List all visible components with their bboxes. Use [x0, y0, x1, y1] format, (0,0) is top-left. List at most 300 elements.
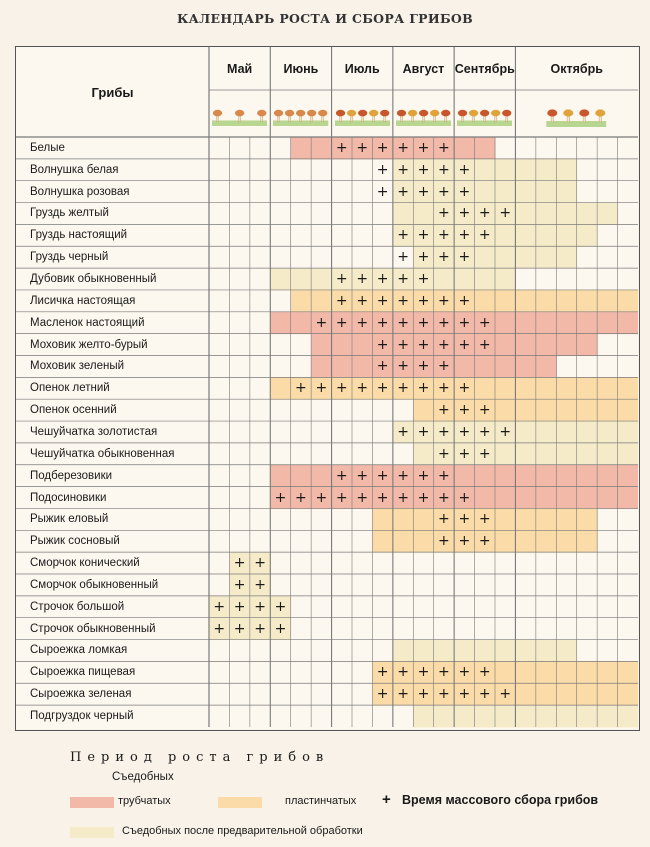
- harvest-mark: +: [376, 183, 389, 200]
- growth-cell: [270, 465, 291, 487]
- mushroom-calendar-table: [15, 46, 640, 731]
- growth-cell: [536, 530, 557, 552]
- growth-cell: [515, 356, 536, 378]
- harvest-mark: +: [397, 664, 409, 681]
- harvest-mark: +: [478, 686, 491, 703]
- growth-cell: [577, 224, 598, 246]
- harvest-mark: +: [438, 445, 450, 462]
- harvest-mark: +: [438, 402, 450, 419]
- growth-cell: [291, 465, 312, 487]
- harvest-mark: +: [397, 292, 409, 309]
- growth-cell: [393, 203, 414, 225]
- growth-cell: [495, 465, 516, 487]
- harvest-mark: +: [438, 249, 450, 266]
- growth-cell: [556, 421, 577, 443]
- mushroom-name: Груздь желтый: [30, 207, 109, 220]
- growth-cell: [618, 443, 638, 465]
- growth-cell: [556, 181, 577, 203]
- harvest-mark: +: [458, 249, 471, 266]
- header-mushrooms: Грибы: [91, 84, 134, 100]
- mushroom-name: Волнушка белая: [30, 163, 119, 176]
- harvest-mark: +: [438, 183, 450, 200]
- harvest-mark: +: [356, 271, 369, 288]
- growth-cell: [515, 530, 536, 552]
- growth-cell: [311, 356, 332, 378]
- harvest-mark: +: [438, 161, 450, 178]
- legend-title: Период роста грибов: [70, 750, 330, 765]
- growth-cell: [536, 290, 557, 312]
- harvest-mark: +: [397, 139, 409, 156]
- growth-cell: [536, 377, 557, 399]
- growth-cell: [515, 246, 536, 268]
- harvest-mark: +: [417, 314, 430, 331]
- harvest-mark: +: [458, 161, 471, 178]
- harvest-mark: +: [274, 489, 287, 506]
- harvest-mark: +: [438, 423, 450, 440]
- month-0: Май: [227, 61, 253, 76]
- harvest-mark: +: [458, 664, 471, 681]
- harvest-mark: +: [499, 205, 512, 222]
- harvest-mark: +: [458, 423, 471, 440]
- harvest-mark: +: [397, 358, 409, 375]
- harvest-mark: +: [397, 227, 409, 244]
- harvest-mark: +: [397, 314, 409, 331]
- harvest-mark: +: [335, 314, 348, 331]
- growth-cell: [536, 399, 557, 421]
- harvest-mark: +: [438, 227, 450, 244]
- growth-cell: [536, 312, 557, 334]
- growth-cell: [577, 290, 598, 312]
- growth-cell: [515, 705, 536, 727]
- legend-swatch-lamellar: [218, 797, 262, 808]
- mushroom-name: Сморчок обыкновенный: [30, 578, 159, 591]
- harvest-mark: +: [397, 423, 409, 440]
- mushroom-name: Подосиновики: [30, 491, 107, 504]
- mushroom-name: Моховик желто-бурый: [30, 338, 148, 351]
- growth-cell: [597, 443, 618, 465]
- growth-cell: [270, 377, 291, 399]
- growth-cell: [495, 399, 516, 421]
- growth-cell: [475, 705, 496, 727]
- growth-cell: [536, 159, 557, 181]
- growth-cell: [536, 661, 557, 683]
- growth-cell: [434, 640, 455, 662]
- growth-cell: [536, 356, 557, 378]
- growth-cell: [577, 661, 598, 683]
- mushroom-icon: [454, 90, 515, 137]
- growth-cell: [495, 290, 516, 312]
- harvest-mark: +: [417, 227, 430, 244]
- legend-swatch-conditional: [70, 827, 114, 838]
- growth-cell: [393, 508, 414, 530]
- growth-cell: [556, 465, 577, 487]
- growth-cell: [556, 312, 577, 334]
- harvest-mark: +: [335, 489, 348, 506]
- mushroom-name: Груздь черный: [30, 251, 109, 264]
- growth-cell: [536, 421, 557, 443]
- growth-cell: [597, 465, 618, 487]
- legend-label-harvest: Время массового сбора грибов: [402, 793, 599, 807]
- harvest-mark: +: [233, 598, 246, 615]
- mushroom-name: Дубовик обыкновенный: [30, 273, 157, 286]
- growth-cell: [536, 508, 557, 530]
- growth-cell: [495, 224, 516, 246]
- growth-cell: [495, 705, 516, 727]
- growth-cell: [597, 683, 618, 705]
- harvest-mark: +: [417, 423, 430, 440]
- growth-cell: [536, 705, 557, 727]
- growth-cell: [475, 137, 496, 159]
- growth-cell: [536, 443, 557, 465]
- growth-cell: [536, 683, 557, 705]
- harvest-mark: +: [458, 227, 471, 244]
- harvest-mark: +: [417, 249, 430, 266]
- harvest-mark: +: [458, 686, 471, 703]
- growth-cell: [413, 203, 434, 225]
- month-3: Август: [402, 61, 445, 76]
- growth-cell: [577, 508, 598, 530]
- growth-cell: [577, 683, 598, 705]
- harvest-mark: +: [417, 467, 430, 484]
- growth-cell: [597, 377, 618, 399]
- mushroom-name: Чешуйчатка золотистая: [30, 425, 158, 438]
- harvest-mark: +: [438, 358, 450, 375]
- growth-cell: [577, 465, 598, 487]
- growth-cell: [597, 399, 618, 421]
- harvest-mark: +: [417, 292, 430, 309]
- harvest-mark: +: [417, 358, 430, 375]
- harvest-mark: +: [356, 467, 369, 484]
- growth-cell: [454, 268, 475, 290]
- growth-cell: [434, 705, 455, 727]
- mushroom-name: Рыжик еловый: [30, 513, 109, 526]
- growth-cell: [475, 246, 496, 268]
- month-5: Октябрь: [550, 61, 603, 76]
- mushroom-name: Лисичка настоящая: [30, 294, 136, 307]
- growth-cell: [556, 705, 577, 727]
- growth-cell: [618, 421, 638, 443]
- growth-cell: [597, 487, 618, 509]
- harvest-mark: +: [417, 489, 430, 506]
- growth-cell: [495, 159, 516, 181]
- growth-cell: [515, 421, 536, 443]
- harvest-mark: +: [254, 598, 266, 615]
- growth-cell: [618, 487, 638, 509]
- growth-cell: [556, 246, 577, 268]
- harvest-mark: +: [438, 292, 450, 309]
- harvest-mark: +: [417, 664, 430, 681]
- harvest-mark: +: [417, 686, 430, 703]
- growth-cell: [577, 399, 598, 421]
- harvest-mark: +: [315, 380, 328, 397]
- harvest-mark: +: [397, 249, 409, 266]
- growth-cell: [556, 508, 577, 530]
- growth-cell: [495, 640, 516, 662]
- legend-label-lamellar: пластинчатых: [285, 795, 357, 807]
- growth-cell: [556, 203, 577, 225]
- harvest-mark: +: [478, 314, 491, 331]
- harvest-mark: +: [397, 489, 409, 506]
- harvest-mark: +: [478, 533, 491, 550]
- growth-cell: [475, 377, 496, 399]
- harvest-mark: +: [478, 205, 491, 222]
- harvest-mark: +: [356, 380, 369, 397]
- harvest-mark: +: [417, 139, 430, 156]
- growth-cell: [536, 487, 557, 509]
- growth-cell: [577, 530, 598, 552]
- harvest-mark: +: [254, 620, 266, 637]
- harvest-mark: +: [335, 139, 348, 156]
- growth-cell: [515, 443, 536, 465]
- harvest-mark: +: [335, 380, 348, 397]
- growth-cell: [413, 640, 434, 662]
- growth-cell: [597, 312, 618, 334]
- growth-cell: [352, 334, 373, 356]
- harvest-mark: +: [458, 511, 471, 528]
- growth-cell: [291, 312, 312, 334]
- harvest-mark: +: [438, 533, 450, 550]
- growth-cell: [515, 661, 536, 683]
- growth-cell: [556, 159, 577, 181]
- growth-cell: [597, 203, 618, 225]
- growth-cell: [495, 487, 516, 509]
- harvest-mark: +: [376, 686, 389, 703]
- growth-cell: [413, 508, 434, 530]
- growth-cell: [352, 356, 373, 378]
- growth-cell: [495, 312, 516, 334]
- harvest-mark: +: [478, 445, 491, 462]
- growth-cell: [556, 683, 577, 705]
- growth-cell: [515, 487, 536, 509]
- harvest-mark: +: [376, 467, 389, 484]
- growth-cell: [618, 661, 638, 683]
- growth-cell: [556, 334, 577, 356]
- month-2: Июль: [344, 61, 380, 76]
- growth-cell: [311, 137, 332, 159]
- harvest-mark: +: [376, 314, 389, 331]
- growth-cell: [311, 268, 332, 290]
- harvest-mark: +: [335, 292, 348, 309]
- growth-cell: [515, 640, 536, 662]
- harvest-mark: +: [417, 336, 430, 353]
- harvest-mark: +: [438, 205, 450, 222]
- growth-cell: [515, 159, 536, 181]
- growth-cell: [556, 661, 577, 683]
- harvest-mark: +: [376, 139, 389, 156]
- harvest-mark: +: [438, 336, 450, 353]
- harvest-mark: +: [458, 402, 471, 419]
- growth-cell: [597, 421, 618, 443]
- harvest-mark: +: [376, 664, 389, 681]
- growth-cell: [475, 640, 496, 662]
- growth-cell: [556, 640, 577, 662]
- growth-cell: [556, 443, 577, 465]
- harvest-mark: +: [438, 467, 450, 484]
- growth-cell: [475, 159, 496, 181]
- growth-cell: [413, 443, 434, 465]
- harvest-mark: +: [335, 271, 348, 288]
- legend-label-tubular: трубчатых: [118, 795, 171, 807]
- mushroom-icon: [209, 90, 270, 137]
- growth-cell: [536, 465, 557, 487]
- growth-cell: [413, 705, 434, 727]
- mushroom-icon: [332, 90, 393, 137]
- growth-cell: [618, 465, 638, 487]
- harvest-mark: +: [458, 489, 471, 506]
- harvest-mark: +: [458, 314, 471, 331]
- growth-cell: [536, 334, 557, 356]
- harvest-mark: +: [478, 511, 491, 528]
- growth-cell: [311, 465, 332, 487]
- harvest-mark: +: [478, 227, 491, 244]
- growth-cell: [556, 487, 577, 509]
- harvest-mark: +: [233, 555, 246, 572]
- growth-cell: [556, 530, 577, 552]
- harvest-mark: +: [417, 380, 430, 397]
- growth-cell: [291, 137, 312, 159]
- growth-cell: [536, 246, 557, 268]
- growth-cell: [475, 290, 496, 312]
- growth-cell: [515, 290, 536, 312]
- harvest-mark: +: [213, 598, 226, 615]
- growth-cell: [515, 377, 536, 399]
- harvest-mark: +: [417, 161, 430, 178]
- growth-cell: [515, 399, 536, 421]
- growth-cell: [597, 705, 618, 727]
- growth-cell: [454, 137, 475, 159]
- harvest-mark: +: [397, 183, 409, 200]
- growth-cell: [291, 268, 312, 290]
- growth-cell: [536, 203, 557, 225]
- mushroom-name: Груздь настоящий: [30, 229, 128, 242]
- growth-cell: [515, 312, 536, 334]
- growth-cell: [577, 312, 598, 334]
- growth-cell: [475, 356, 496, 378]
- mushroom-name: Подгруздок черный: [30, 710, 134, 723]
- growth-cell: [454, 705, 475, 727]
- mushroom-name: Моховик зеленый: [30, 360, 125, 373]
- harvest-mark: +: [376, 271, 389, 288]
- harvest-mark: +: [213, 620, 226, 637]
- harvest-mark: +: [254, 576, 266, 593]
- growth-cell: [597, 661, 618, 683]
- growth-cell: [332, 356, 353, 378]
- mushroom-name: Чешуйчатка обыкновенная: [30, 447, 175, 460]
- growth-cell: [515, 508, 536, 530]
- growth-cell: [536, 640, 557, 662]
- mushroom-name: Строчок большой: [30, 600, 125, 613]
- growth-cell: [454, 640, 475, 662]
- harvest-mark: +: [397, 686, 409, 703]
- growth-cell: [495, 443, 516, 465]
- harvest-mark: +: [458, 445, 471, 462]
- growth-cell: [515, 224, 536, 246]
- harvest-mark: +: [438, 686, 450, 703]
- growth-cell: [577, 421, 598, 443]
- harvest-mark: +: [438, 380, 450, 397]
- growth-cell: [311, 290, 332, 312]
- harvest-mark: +: [397, 380, 409, 397]
- growth-cell: [556, 290, 577, 312]
- legend-label-conditional: Съедобных после предварительной обработки: [122, 825, 363, 837]
- harvest-mark: +: [438, 489, 450, 506]
- growth-cell: [556, 399, 577, 421]
- harvest-mark: +: [376, 380, 389, 397]
- growth-cell: [372, 530, 393, 552]
- harvest-mark: +: [438, 139, 450, 156]
- growth-cell: [434, 268, 455, 290]
- harvest-mark: +: [458, 183, 471, 200]
- harvest-mark: +: [417, 183, 430, 200]
- growth-cell: [475, 465, 496, 487]
- growth-cell: [556, 224, 577, 246]
- growth-cell: [311, 334, 332, 356]
- harvest-mark: +: [295, 489, 307, 506]
- growth-cell: [515, 683, 536, 705]
- growth-cell: [577, 203, 598, 225]
- harvest-mark: +: [397, 336, 409, 353]
- harvest-mark: +: [417, 271, 430, 288]
- harvest-mark: +: [376, 292, 389, 309]
- growth-cell: [270, 312, 291, 334]
- harvest-mark: +: [458, 380, 471, 397]
- growth-cell: [495, 377, 516, 399]
- mushroom-name: Белые: [30, 141, 65, 154]
- growth-cell: [495, 268, 516, 290]
- mushroom-name: Подберезовики: [30, 469, 113, 482]
- growth-cell: [454, 465, 475, 487]
- growth-cell: [515, 334, 536, 356]
- harvest-mark: +: [458, 336, 471, 353]
- growth-cell: [495, 508, 516, 530]
- harvest-mark: +: [438, 314, 450, 331]
- growth-cell: [577, 377, 598, 399]
- growth-cell: [495, 356, 516, 378]
- harvest-mark: +: [478, 402, 491, 419]
- harvest-mark: +: [274, 620, 287, 637]
- harvest-mark: +: [458, 292, 471, 309]
- growth-cell: [475, 181, 496, 203]
- harvest-mark: +: [397, 271, 409, 288]
- growth-cell: [495, 181, 516, 203]
- month-1: Июнь: [283, 61, 319, 76]
- growth-cell: [475, 268, 496, 290]
- growth-cell: [577, 443, 598, 465]
- growth-cell: [515, 465, 536, 487]
- legend-subtitle: Съедобных: [112, 771, 174, 783]
- growth-cell: [495, 334, 516, 356]
- growth-cell: [291, 290, 312, 312]
- growth-cell: [577, 334, 598, 356]
- page-title: КАЛЕНДАРЬ РОСТА И СБОРА ГРИБОВ: [177, 11, 473, 26]
- growth-cell: [618, 377, 638, 399]
- harvest-mark: +: [356, 139, 369, 156]
- mushroom-icon: [270, 90, 331, 137]
- mushroom-name: Сыроежка ломкая: [30, 644, 128, 657]
- harvest-mark: +: [274, 598, 287, 615]
- harvest-mark: +: [233, 620, 246, 637]
- growth-cell: [597, 290, 618, 312]
- growth-cell: [618, 399, 638, 421]
- mushroom-name: Сыроежка пищевая: [30, 666, 136, 679]
- harvest-mark: +: [397, 161, 409, 178]
- growth-cell: [577, 705, 598, 727]
- harvest-mark: +: [499, 423, 512, 440]
- growth-cell: [413, 530, 434, 552]
- mushroom-name: Строчок обыкновенный: [30, 622, 156, 635]
- harvest-mark: +: [335, 467, 348, 484]
- legend-swatch-tubular: [70, 797, 114, 808]
